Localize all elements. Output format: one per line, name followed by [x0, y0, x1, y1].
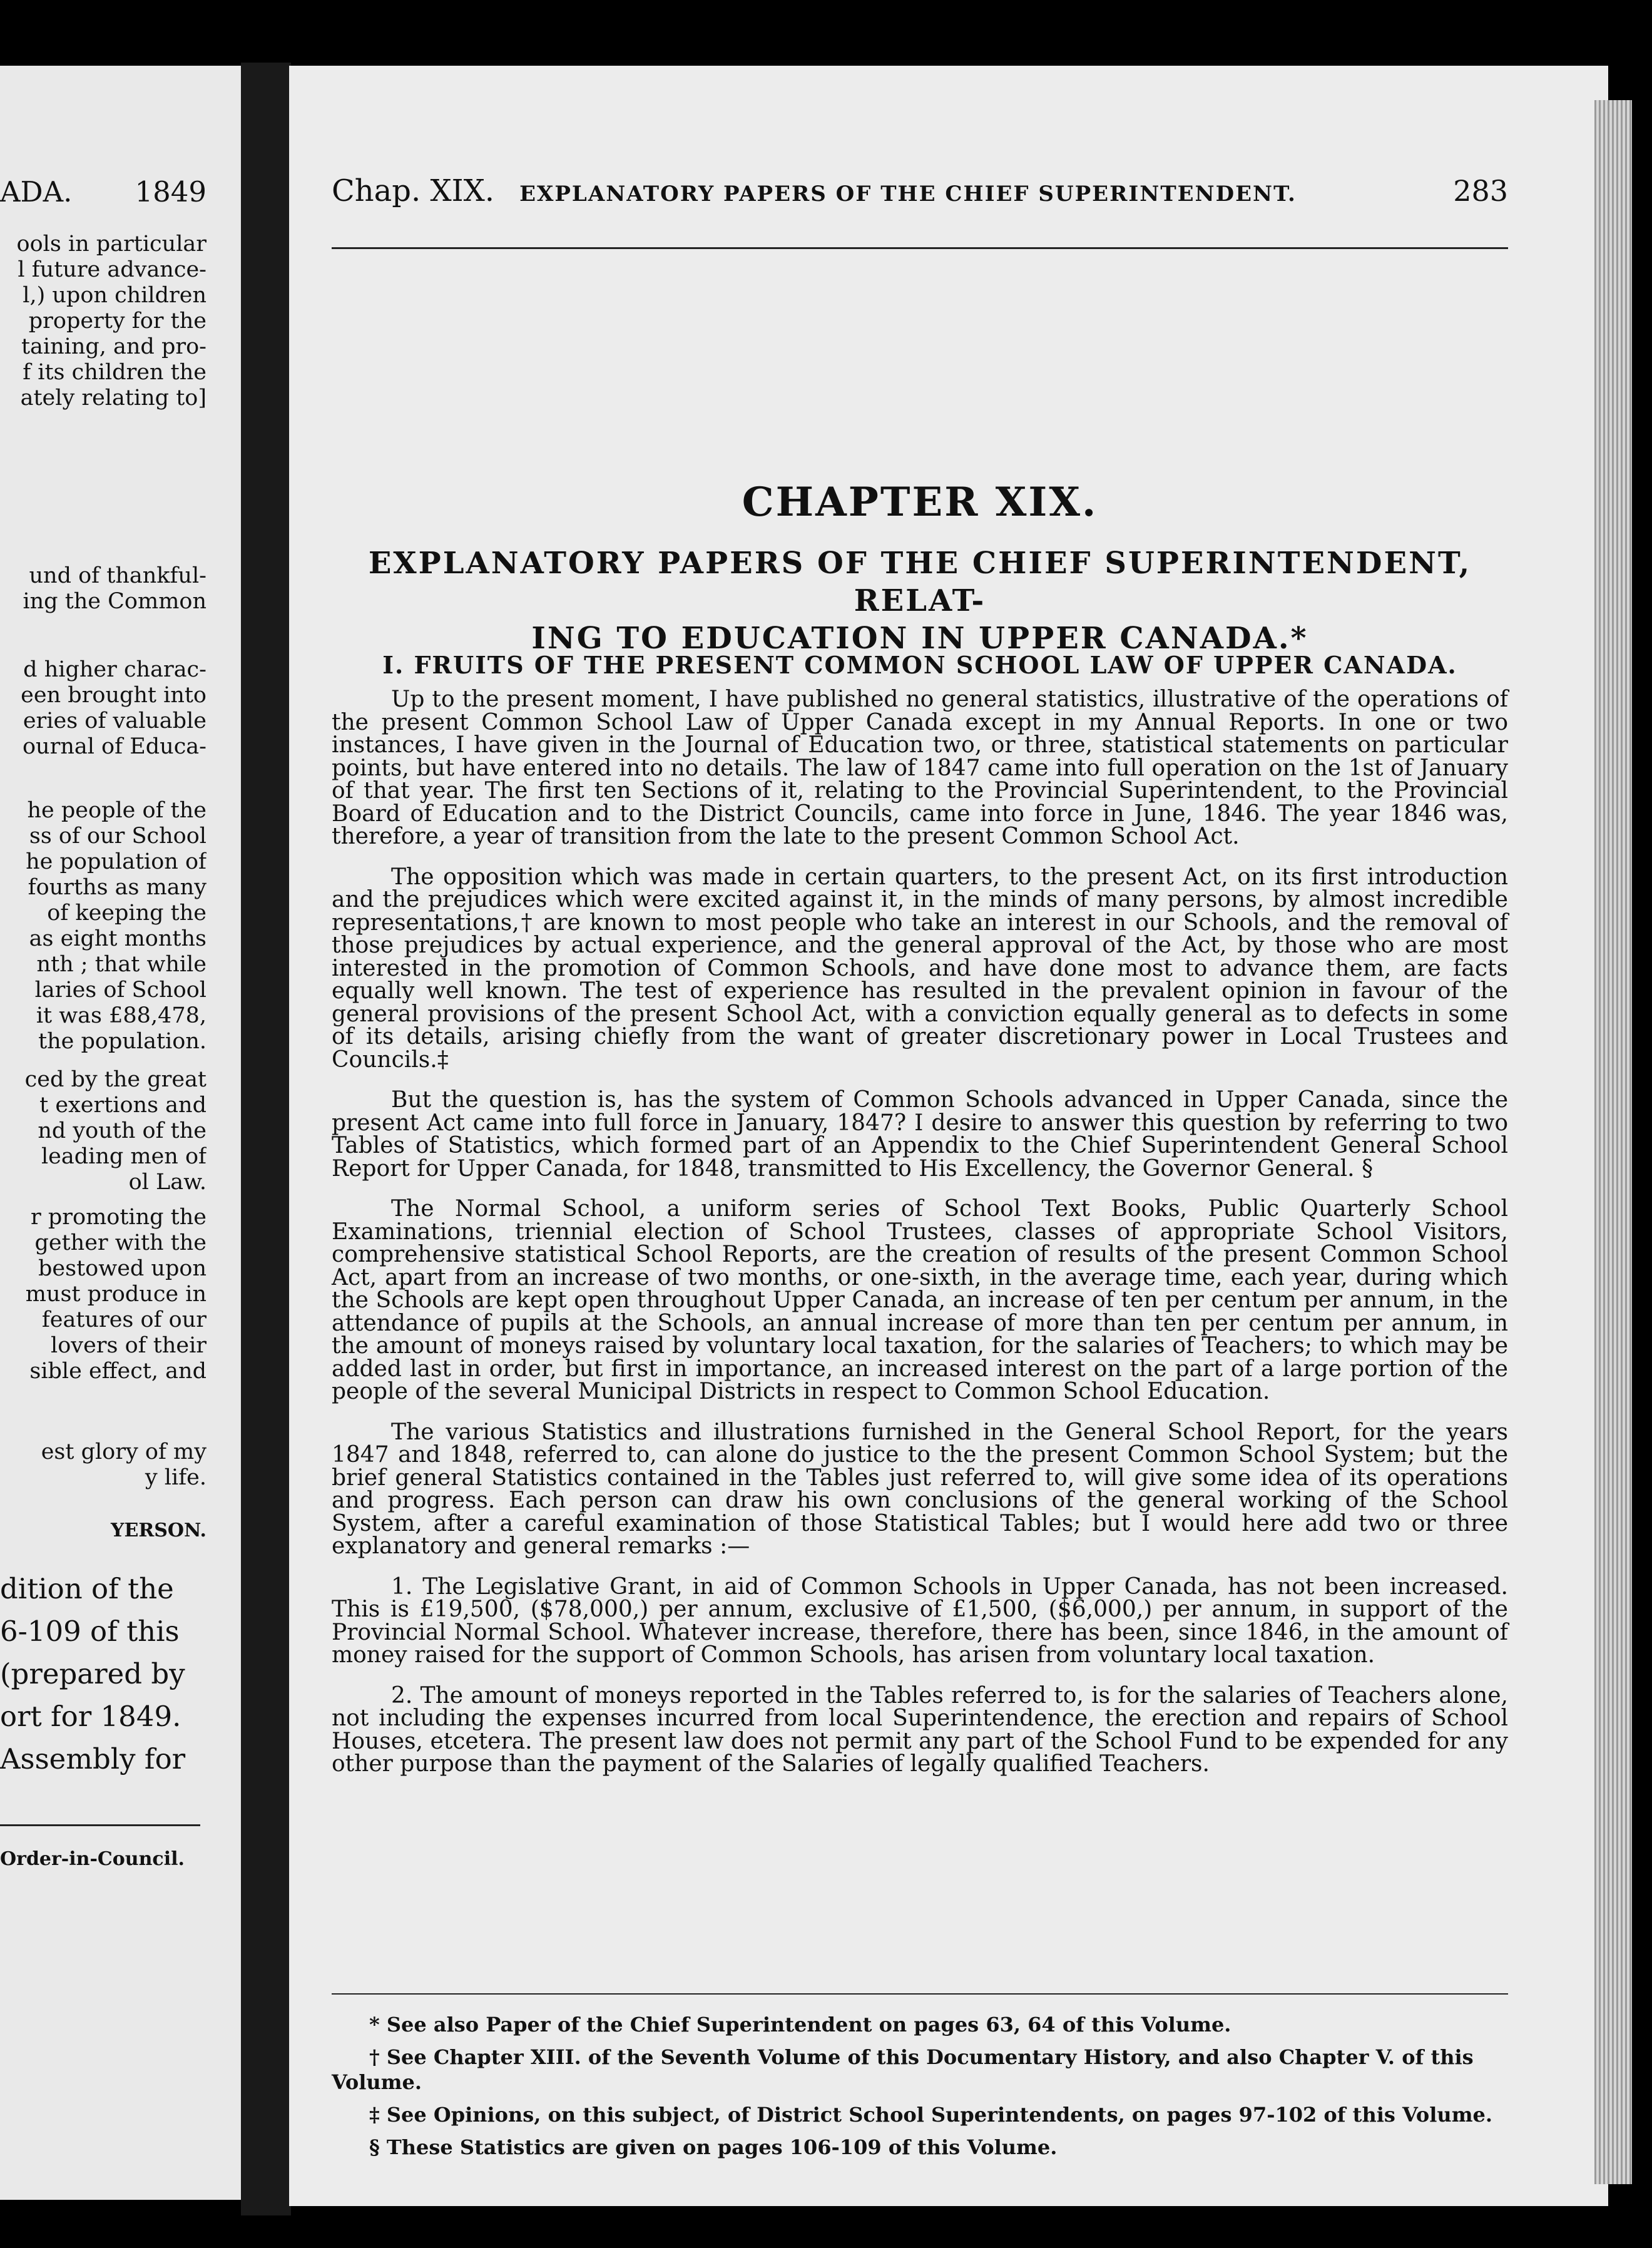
- section-heading: I. FRUITS OF THE PRESENT COMMON SCHOOL LAW OF UPPER CANADA.: [382, 651, 1457, 679]
- left-page: [0, 66, 241, 2200]
- left-page-line: the population.: [38, 1029, 206, 1054]
- left-page-line: he population of: [26, 849, 206, 874]
- left-page-line: gether with the: [34, 1230, 206, 1255]
- left-page-line: t exertions and: [39, 1093, 206, 1118]
- left-page-block-7: [0, 1439, 206, 1491]
- left-page-signature-block: [0, 1518, 206, 1543]
- left-page-signature: YERSON.: [111, 1520, 206, 1541]
- footnotes: [332, 2012, 1508, 2167]
- left-page-line: ort for 1849.: [0, 1700, 181, 1733]
- left-page-line: l future advance-: [18, 257, 206, 282]
- left-page-line: nth ; that while: [36, 952, 206, 977]
- left-page-year: 1849: [135, 175, 206, 208]
- left-page-line: ately relating to]: [20, 386, 206, 411]
- left-page-line: r promoting the: [31, 1205, 206, 1230]
- paragraph: The various Statistics and illustrations furnished in the General School Report, for the years 1847 and 1848, referred to, can alone do justice to the the present Common School System; but the brief general Statistics contained in the Tables just referred to, will give some idea of its operations and progress. Each person can draw his own conclusions of the general working of the School System, after a careful examination of those Statistical Tables; but I would here add two or three explanatory and general remarks :—: [332, 1419, 1508, 1559]
- footnote: † See Chapter XIII. of the Seventh Volume of this Documentary History, and also Chapter V. of this Volume.: [332, 2045, 1474, 2094]
- left-page-line: bestowed upon: [38, 1256, 206, 1281]
- left-page-line: ced by the great: [24, 1067, 206, 1092]
- left-page-order-block: [0, 1846, 206, 1872]
- left-page-block-3: [0, 657, 206, 760]
- header-chapter: Chap. XIX.: [332, 173, 495, 208]
- left-page-line: y life.: [145, 1465, 206, 1490]
- footnote: * See also Paper of the Chief Superintendent on pages 63, 64 of this Volume.: [369, 2013, 1231, 2036]
- paragraph: But the question is, has the system of Common Schools advanced in Upper Canada, since the present Act came into full force in January, 1847? I desire to answer this question by referring to two Tables of Statistics, which formed part of an Appendix to the Chief Superintendent General School Report for Upper Canada, for 1848, transmitted to His Excellency, the Governor General. §: [332, 1087, 1508, 1182]
- paragraph: The Normal School, a uniform series of School Text Books, Public Quarterly School Examinations, triennial election of School Trustees, classes of appropriate School Visitors, comprehensive statistical School Reports, are the creation of results of the present Common School Act, apart from an increase of two months, or one-sixth, in the average time, each year, during which the Schools are kept open throughout Upper Canada, an increase of ten per centum per annum, in the attendance of pupils at the Schools, an annual increase of more than ten per centum per annum, in the amount of moneys raised by voluntary local taxation, for the salaries of Teachers; to which may be added last in order, but first in importance, an increased interest on the part of a large portion of the people of the several Municipal Districts in respect to Common School Education.: [332, 1196, 1508, 1404]
- left-page-order: Order-in-Council.: [0, 1848, 185, 1870]
- left-page-block-5: [0, 1067, 206, 1195]
- left-page-line: nd youth of the: [38, 1118, 206, 1143]
- page-edge: [1594, 100, 1632, 2184]
- left-page-line: est glory of my: [41, 1439, 206, 1464]
- left-page-line: it was £88,478,: [36, 1003, 206, 1028]
- left-page-line: lovers of their: [51, 1333, 206, 1358]
- left-page-line: l,) upon children: [23, 283, 206, 308]
- left-page-line: 6-109 of this: [0, 1615, 180, 1648]
- left-page-line: f its children the: [23, 360, 206, 385]
- left-page-line: property for the: [28, 309, 206, 334]
- left-page-header-text: ADA.: [0, 175, 73, 208]
- left-page-line: taining, and pro-: [21, 334, 206, 359]
- book-gutter: [241, 63, 291, 2215]
- left-page-line: features of our: [41, 1307, 206, 1332]
- left-page-line: of keeping the: [47, 901, 206, 926]
- left-page-line: d higher charac-: [23, 657, 206, 682]
- paragraph: Up to the present moment, I have published no general statistics, illustrative of the operations of the present Common School Law of Upper Canada except in my Annual Reports. In one or two instances, I have given in the Journal of Education two, or three, statistical statements on particular points, but have entered into no details. The law of 1847 came into full operation on the 1st of January of that year. The first ten Sections of it, relating to the Provincial Superintendent, to the Provincial Board of Education and to the District Councils, came into force in June, 1846. The year 1846 was, therefore, a year of transition from the late to the present Common School Act.: [332, 687, 1508, 849]
- left-page-rule: [0, 1824, 200, 1826]
- left-page-line: ol Law.: [128, 1170, 206, 1195]
- left-page-line: sible effect, and: [29, 1359, 206, 1384]
- paragraph: 2. The amount of moneys reported in the Tables referred to, is for the salaries of Teachers alone, not including the expenses incurred from local Superintendence, the erection and repairs of School Houses, etcetera. The present law does not permit any part of the School Fund to be expended for any other purpose than the payment of the Salaries of legally qualified Teachers.: [332, 1682, 1508, 1777]
- chapter-subtitle: [332, 544, 1508, 657]
- left-page-line: must produce in: [25, 1282, 206, 1307]
- paragraph: The opposition which was made in certain quarters, to the present Act, on its first introduction and the prejudices which were excited against it, in the minds of many persons, by almost incredible representations,† are known to most people who take an interest in our Schools, and the removal of those prejudices by actual experience, and the general approval of the Act, by those who are most interested in the promotion of Common Schools, and have done most to advance them, are facts equally well known. The test of experience has resulted in the prevalent opinion in favour of the general provisions of the present School Act, with a conviction equally general as to defects in some of its details, arising chiefly from the want of greater discretionary power in Local Trustees and Councils.‡: [332, 864, 1508, 1073]
- left-page-line: ools in particular: [16, 232, 206, 257]
- subtitle-line-2: ING TO EDUCATION IN UPPER CANADA.*: [531, 621, 1308, 656]
- left-page-line: laries of School: [34, 978, 206, 1003]
- running-header: [332, 173, 1508, 208]
- paragraph: 1. The Legislative Grant, in aid of Common Schools in Upper Canada, has not been increased. This is £19,500, ($78,000,) per annum, exclusive of £1,500, ($6,000,) per annum, in support of the Provincial Normal School. Whatever increase, therefore, there has been, since 1846, in the amount of money raised for the support of Common Schools, has arisen from voluntary local taxation.: [332, 1573, 1508, 1668]
- left-page-line: Assembly for: [0, 1742, 186, 1775]
- left-page-line: eries of valuable: [23, 708, 206, 733]
- header-rule: [332, 247, 1508, 249]
- left-page-block-4: [0, 798, 206, 1055]
- left-page-line: ss of our School: [29, 824, 206, 849]
- left-page-line: he people of the: [27, 798, 206, 823]
- right-page: [289, 66, 1608, 2206]
- chapter-heading: CHAPTER XIX.: [742, 479, 1098, 526]
- left-page-line: fourths as many: [28, 875, 206, 900]
- left-page-line: (prepared by: [0, 1657, 185, 1690]
- body-text: [332, 688, 1508, 1794]
- header-title: EXPLANATORY PAPERS OF THE CHIEF SUPERINTENDENT.: [519, 181, 1297, 207]
- left-page-line: dition of the: [0, 1572, 174, 1605]
- footnote: § These Statistics are given on pages 106-109 of this Volume.: [369, 2135, 1058, 2159]
- footnote-rule: [332, 1993, 1508, 1995]
- subtitle-line-1: EXPLANATORY PAPERS OF THE CHIEF SUPERINTENDENT, RELAT-: [368, 546, 1472, 618]
- left-page-line: een brought into: [21, 683, 206, 708]
- left-page-header: [0, 175, 206, 208]
- left-page-line: und of thankful-: [29, 563, 206, 588]
- left-page-line: as eight months: [29, 926, 206, 951]
- left-page-block-1: [0, 232, 206, 411]
- left-page-large-block: [0, 1568, 206, 1781]
- footnote: ‡ See Opinions, on this subject, of District School Superintendents, on pages 97-102 of this Volume.: [369, 2103, 1493, 2127]
- left-page-line: leading men of: [41, 1144, 206, 1169]
- left-page-line: ournal of Educa-: [22, 734, 206, 759]
- page-number: 283: [1453, 174, 1508, 208]
- left-page-line: ing the Common: [23, 589, 206, 614]
- left-page-block-6: [0, 1205, 206, 1384]
- left-page-block-2: [0, 563, 206, 615]
